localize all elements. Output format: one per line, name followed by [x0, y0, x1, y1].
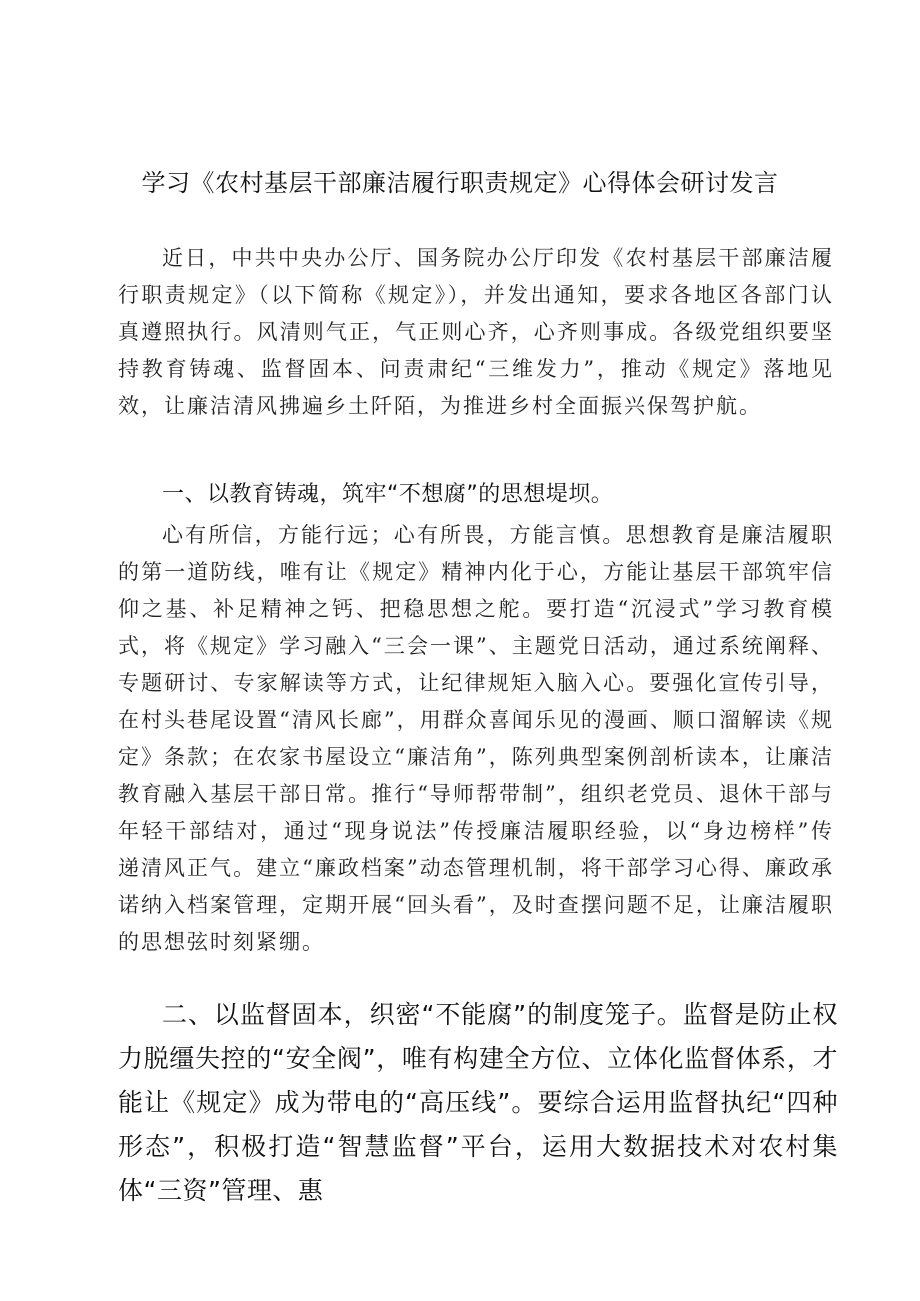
section-2-heading: 二、以监督固本，织密“不能腐”的制度笼子。	[162, 1000, 683, 1029]
intro-paragraph: 近日，中共中央办公厅、国务院办公厅印发《农村基层干部廉洁履行职责规定》（以下简称《规定》），并发出通知，要求各地区各部门认真遵照执行。风清则气正，气正则心齐，心齐则事成。各级党组织要坚持教育铸魂、监督固本、问责肃纪“三维发力”，推动《规定》落地见效，让廉洁清风拂遍乡土阡陌，为推进乡村全面振兴保驾护航。	[118, 246, 834, 418]
section-1-paragraph: 心有所信，方能行远；心有所畏，方能言慎。思想教育是廉洁履职的第一道防线，唯有让《规定》精神内化于心，方能让基层干部筑牢信仰之基、补足精神之钙、把稳思想之舵。要打造“沉浸式”学习教育模式，将《规定》学习融入“三会一课”、主题党日活动，通过系统阐释、专题研讨、专家解读等方式，让纪律规矩入脑入心。要强化宣传引导，在村头巷尾设置“清风长廊”，用群众喜闻乐见的漫画、顺口溜解读《规定》条款；在农家书屋设立“廉洁角”，陈列典型案例剖析读本，让廉洁教育融入基层干部日常。推行“导师帮带制”，组织老党员、退休干部与年轻干部结对，通过“现身说法”传授廉洁履职经验，以“身边榜样”传递清风正气。建立“廉政档案”动态管理机制，将干部学习心得、廉政承诺纳入档案管理，定期开展“回头看”，及时查摆问题不足，让廉洁履职的思想弦时刻紧绷。	[118, 523, 834, 954]
section-1-heading: 一、以教育铸魂，筑牢“不想腐”的思想堤坝。	[162, 482, 614, 507]
section-2-text: 监督是防止权力脱缰失控的“安全阀”，唯有构建全方位、立体化监督体系，才能让《规定》成为带电的“高压线”。要综合运用监督执纪“四种形态”，积极打造“智慧监督”平台，运用大数据技术对农村集体“三资”管理、惠	[118, 1000, 838, 1205]
section-2-paragraph	[118, 993, 838, 1293]
document-title: 学习《农村基层干部廉洁履行职责规定》心得体会研讨发言	[141, 169, 779, 197]
